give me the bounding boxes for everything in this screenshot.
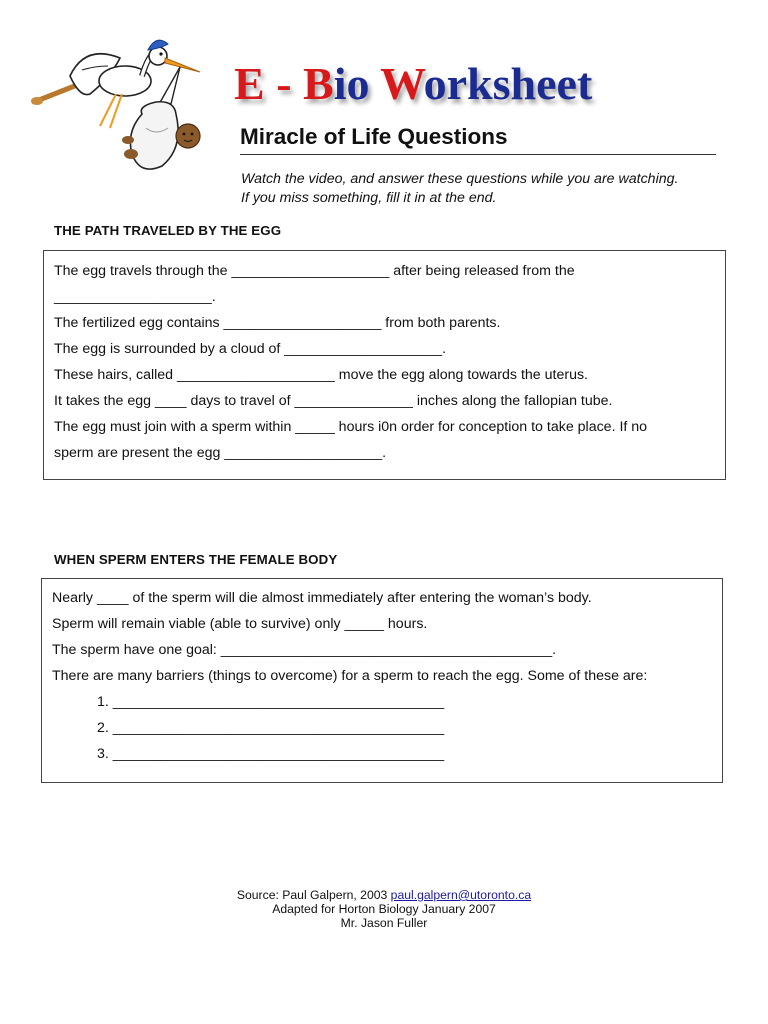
banner-dash: -	[264, 58, 304, 109]
footer-credits	[0, 888, 768, 930]
section-title-sperm: WHEN SPERM ENTERS THE FEMALE BODY	[54, 552, 338, 567]
banner-letter-e: E	[234, 58, 265, 109]
adapted-line: Adapted for Horton Biology January 2007	[272, 902, 496, 916]
barrier-item-2: 2. __________________________________________	[97, 720, 445, 736]
author-line: Mr. Jason Fuller	[340, 916, 428, 930]
instructions	[241, 170, 721, 207]
question-line: It takes the egg ____ days to travel of _______________ inches along the fallopian tube.	[54, 393, 613, 409]
question-line: The fertilized egg contains ____________________ from both parents.	[54, 315, 501, 331]
banner-letter-b: B	[303, 58, 334, 109]
question-line: The sperm have one goal: __________________________________________.	[52, 642, 557, 658]
banner-letter-w: W	[380, 58, 424, 109]
source-line	[0, 888, 768, 902]
question-line: sperm are present the egg ____________________.	[54, 445, 387, 461]
question-line: ____________________.	[54, 289, 216, 305]
instructions-line-1: Watch the video, and answer these questions while you are watching.	[241, 171, 679, 187]
page-title: Miracle of Life Questions	[240, 121, 716, 155]
question-line: Sperm will remain viable (able to survive) only _____ hours.	[52, 616, 428, 632]
instructions-line-2: If you miss something, fill it in at the end.	[241, 189, 497, 206]
question-line: The egg is surrounded by a cloud of ____________________.	[54, 341, 447, 357]
stork-baby-illustration	[30, 36, 205, 196]
question-line: The egg travels through the ____________________ after being released from the	[54, 263, 575, 279]
banner-io: io	[333, 58, 381, 109]
sperm-questions-box	[41, 578, 723, 783]
barrier-item-3: 3. __________________________________________	[97, 746, 445, 762]
banner-orksheet: orksheet	[423, 58, 593, 109]
question-line: The egg must join with a sperm within _____ hours i0n order for conception to take place. If no	[54, 419, 648, 435]
email-link[interactable]: paul.galpern@utoronto.ca	[390, 888, 532, 902]
source-text: Source: Paul Galpern, 2003	[236, 888, 391, 902]
barrier-item-1: 1. __________________________________________	[97, 694, 445, 710]
section-title-egg: THE PATH TRAVELED BY THE EGG	[54, 223, 282, 238]
question-line: Nearly ____ of the sperm will die almost immediately after entering the woman’s body.	[52, 590, 592, 606]
question-line: These hairs, called ____________________ move the egg along towards the uterus.	[54, 367, 588, 383]
question-line: There are many barriers (things to overcome) for a sperm to reach the egg. Some of these are:	[52, 668, 648, 684]
worksheet-banner	[234, 56, 674, 112]
egg-questions-box	[43, 250, 726, 480]
